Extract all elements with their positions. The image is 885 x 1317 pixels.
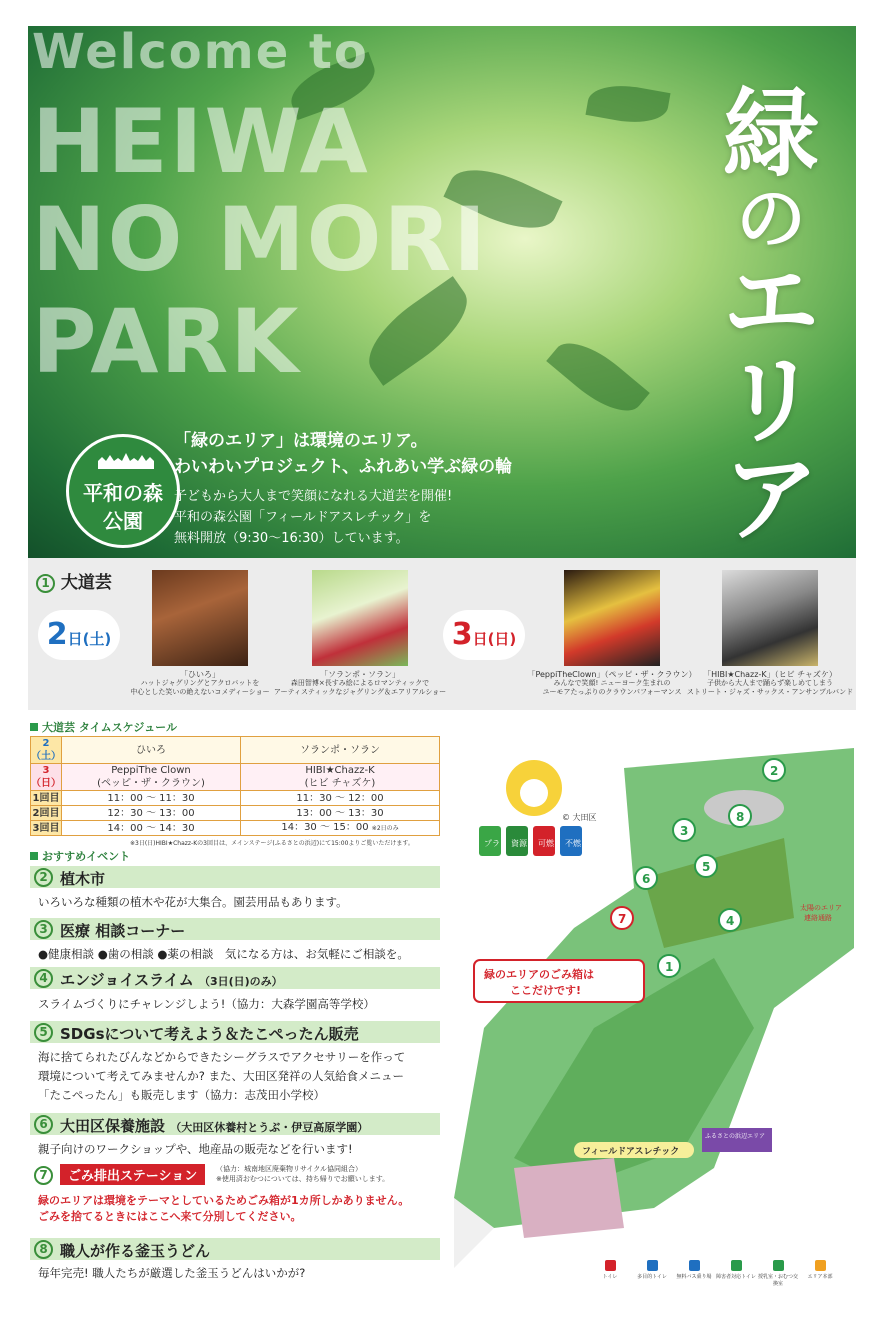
gomi-note-line: ※使用済おむつについては、持ち帰りでお願いします。 [216,1175,390,1183]
event-body: 親子向けのワークショップや、地産品の販売などを行います! [38,1142,353,1156]
cell-text: 11：30 〜 12：00 [296,792,384,804]
legend-item [758,1260,798,1287]
table-cell [241,791,440,806]
legend-item [632,1260,672,1280]
number-badge: 5 [34,1023,53,1042]
toilet-icon [605,1260,616,1271]
map-pin-label: 4 [726,914,735,928]
hero-title-line3: NO MORI [32,188,488,291]
park-map [454,728,854,1268]
performer-photo [312,570,408,666]
event-body-line: 海に捨てられたびんなどからできたシーグラスでアクセサリーを作って [38,1050,406,1064]
cell-note: ※2日のみ [371,825,399,832]
performer-name: 「PeppiTheClown」（ペッピ・ザ・クラウン） [527,670,697,679]
park-badge [66,434,180,548]
legend-label: 無料バス乗り場 [676,1274,712,1280]
leaf-decoration [585,79,670,128]
performer-desc: アーティスティックなジャグリング＆エアリアルショー [273,688,447,696]
event-title-text: 大田区保養施設 [60,1117,166,1135]
gomi-callout-line: ここだけです! [510,984,582,997]
event-body-line: 環境について考えてみませんか? また、大田区発祥の人気給食メニュー [38,1069,405,1083]
performer-desc: 子供から大人まで踊らず楽しめてしまう [707,679,833,687]
table-cell [241,764,440,791]
gomi-note [216,1164,389,1184]
gomi-station-label: ごみ排出ステーション [60,1164,205,1185]
area-title-char: エ [723,247,819,360]
number-badge: 8 [34,1240,53,1259]
legend-item [800,1260,840,1280]
map-pin-label: 7 [618,912,627,926]
event-title: 医療 相談コーナー [60,922,186,940]
performer-caption [260,670,460,697]
map-legend [590,1260,850,1290]
event-title [60,1115,368,1136]
event-header [30,866,440,888]
event-header [30,1238,440,1260]
furusato-label-bg [702,1128,772,1152]
table-cell: ひいろ [62,737,241,764]
performer-name: 「ソランポ・ソラン」 [320,670,400,679]
cell-text: (ヒビ チャズケ) [304,778,376,789]
performer-caption [670,670,870,697]
number-badge: 3 [34,920,53,939]
map-copyright: © 大田区 [562,813,597,822]
schedule-sat-label: 2（土） [31,738,61,762]
day-number: 2 [46,617,68,652]
leaf-decoration [546,329,650,425]
performer-desc: ユーモアたっぷりのクラウンパフォーマンス [542,688,682,696]
event-header [30,918,440,940]
legend-item [674,1260,714,1280]
number-badge: 4 [34,969,53,988]
area-title [716,78,826,556]
table-cell [62,764,241,791]
hero-body-line: 平和の森公園「フィールドアスレチック」を [174,510,432,525]
day-sun-badge [443,610,525,660]
legend-item [590,1260,630,1280]
map-pin-label: 3 [680,824,689,838]
table-cell: 3回目 [31,821,62,836]
schedule-table [30,736,440,836]
performer-photo [152,570,248,666]
day-sat-badge [38,610,120,660]
table-cell [241,821,440,836]
legend-label: トイレ [602,1274,618,1280]
bin-label: 可燃 [538,839,554,848]
castle-icon [96,453,156,469]
gomi-warning [38,1193,409,1225]
wheelchair-icon [731,1260,742,1271]
legend-item [716,1260,756,1280]
event-body: スライムづくりにチャレンジしよう!（協力：大森学園高等学校） [38,997,375,1011]
mascot-face [520,779,548,807]
hero-body [174,486,512,549]
event-body [38,1048,405,1105]
accessible-toilet-icon [647,1260,658,1271]
cell-text: 14：30 〜 15：00 [281,822,369,833]
area-title-char: 緑 [723,78,819,190]
legend-label: 授乳室・おむつ交換室 [758,1274,799,1287]
schedule-heading: 大道芸 タイムスケジュール [30,719,177,735]
event-header [30,1113,440,1135]
building [514,1158,624,1238]
badge-line1: 平和の森 [83,481,163,505]
day-unit: 日 [472,630,488,648]
hero-lead-2: わいわいプロジェクト、ふれあい学ぶ緑の輪 [174,457,513,477]
schedule-note: ※3日(日)HIBI★Chazz-Kの3回目は、メインステージ(ふるさとの浜辺)にて15:00よりご覧いただけます。 [130,840,414,847]
event-title-text: エンジョイスライム [60,971,194,989]
performer-photo [564,570,660,666]
route-label: 太陽のエリア [800,904,842,912]
number-badge: 6 [34,1115,53,1134]
hero-lead-1: 「緑のエリア」は環境のエリア。 [174,431,428,451]
bin-label: プラ [484,839,500,848]
cell-text: 13：00 〜 13：30 [296,807,384,819]
table-cell: ソランポ・ソラン [241,737,440,764]
event-subtitle: （3日(日)のみ） [198,975,283,988]
gomi-warning-line: ごみを捨てるときにはここへ来て分別してください。 [38,1210,302,1223]
legend-label: エリア本部 [807,1274,833,1280]
event-header [30,1021,440,1043]
event-subtitle: （大田区休養村とうぶ・伊豆高原学園） [170,1121,369,1134]
performer-desc: みんなで笑顔! ニューヨーク生まれの [553,679,671,687]
day-of-week: (土) [82,630,112,648]
cell-text: (ペッピ・ザ・クラウン) [97,778,205,789]
performer-name: 「ひいろ」 [180,670,220,679]
hero-body-line: 無料開放（9:30〜16:30）しています。 [174,531,409,546]
table-cell: 1回目 [31,791,62,806]
map-pin-label: 5 [702,860,711,874]
day-number: 3 [451,617,473,652]
event-title: 職人が作る釜玉うどん [60,1242,211,1260]
gomi-note-line: （協力：城南地区廃棄物リサイクル協同組合） [216,1165,363,1173]
event-title: SDGsについて考えよう＆たこぺったん販売 [60,1025,359,1043]
legend-label: 多目的トイレ [637,1274,667,1280]
area-title-char: ア [723,443,819,556]
area-hq-icon [815,1260,826,1271]
table-cell: 11：00 〜 11：30 [62,791,241,806]
map-pin-label: 2 [770,764,779,778]
area-title-char: リ [723,345,819,458]
schedule-sun-label: 3（日） [31,765,61,789]
performer-desc: 森田智博×長すみ絵によるロマンティックで [290,679,430,687]
bin-label: 資源 [511,839,527,848]
map-pin-label: 1 [665,960,674,974]
table-row [31,806,440,821]
performers-section [28,558,856,710]
leaf-decoration [355,276,482,386]
table-cell [241,806,440,821]
hero-title-line2: HEIWA [32,90,370,193]
event-title: 植木市 [60,870,106,888]
event-body: いろいろな種類の植木や花が大集合。園芸用品もあります。 [38,895,348,909]
furusato-label: ふるさとの浜辺エリア [705,1133,766,1140]
field-label: フィールドアスレチック [582,1147,680,1157]
area-title-char: の [736,177,806,260]
day-unit: 日 [67,630,83,648]
table-cell: 12：30 〜 13：00 [62,806,241,821]
events-heading: おすすめイベント [30,848,130,864]
number-badge: 1 [36,574,55,593]
event-title [60,969,283,990]
bin-label: 不燃 [565,839,581,848]
performer-desc: 中心とした笑いの絶えないコメディーショー [130,688,270,696]
performers-title [36,568,112,593]
day-of-week: (日) [487,630,517,648]
legend-label: 障害者対応トイレ [716,1274,756,1280]
route-label: 連絡通路 [804,914,832,922]
cell-text: HIBI★Chazz-K [305,765,375,776]
bus-icon [689,1260,700,1271]
event-header [30,967,440,989]
cell-text: PeppiThe Clown [111,765,191,776]
performer-desc: ハットジャグリングとアクロバットを [140,679,260,687]
performer-photo [722,570,818,666]
event-body-line: 「たこぺったん」も販売します（協力：志茂田小学校） [38,1088,326,1102]
performers-title-text: 大道芸 [60,573,112,593]
badge-line2: 公園 [103,509,143,533]
nursing-room-icon [773,1260,784,1271]
number-badge: 2 [34,868,53,887]
table-cell: 2回目 [31,806,62,821]
event-body: ●健康相談 ●歯の相談 ●薬の相談 気になる方は、お気軽にご相談を。 [38,947,409,961]
map-pin-label: 6 [642,872,651,886]
event-body: 毎年完売! 職人たちが厳選した釜玉うどんはいかが? [38,1266,306,1280]
performer-name: 「HIBI★Chazz-K」（ヒビ チャズケ） [703,670,837,679]
hero-description [174,428,512,549]
table-row [31,791,440,806]
hero-title-line4: PARK [32,290,301,393]
hero-title-line1: Welcome to [32,26,369,80]
table-row [31,821,440,836]
hero-body-line: 子どもから大人まで笑顔になれる大道芸を開催! [174,489,453,504]
gomi-warning-line: 緑のエリアは環境をテーマとしているためごみ箱が1カ所しかありません。 [38,1194,410,1207]
table-cell: 14：00 〜 14：30 [62,821,241,836]
performer-desc: ストリート・ジャズ・サックス・アンサンブルバンド [686,688,854,696]
gomi-callout-line: 緑のエリアのごみ箱は [484,968,594,981]
hero-banner [28,26,856,558]
map-pin-label: 8 [736,810,745,824]
number-badge: 7 [34,1166,53,1185]
